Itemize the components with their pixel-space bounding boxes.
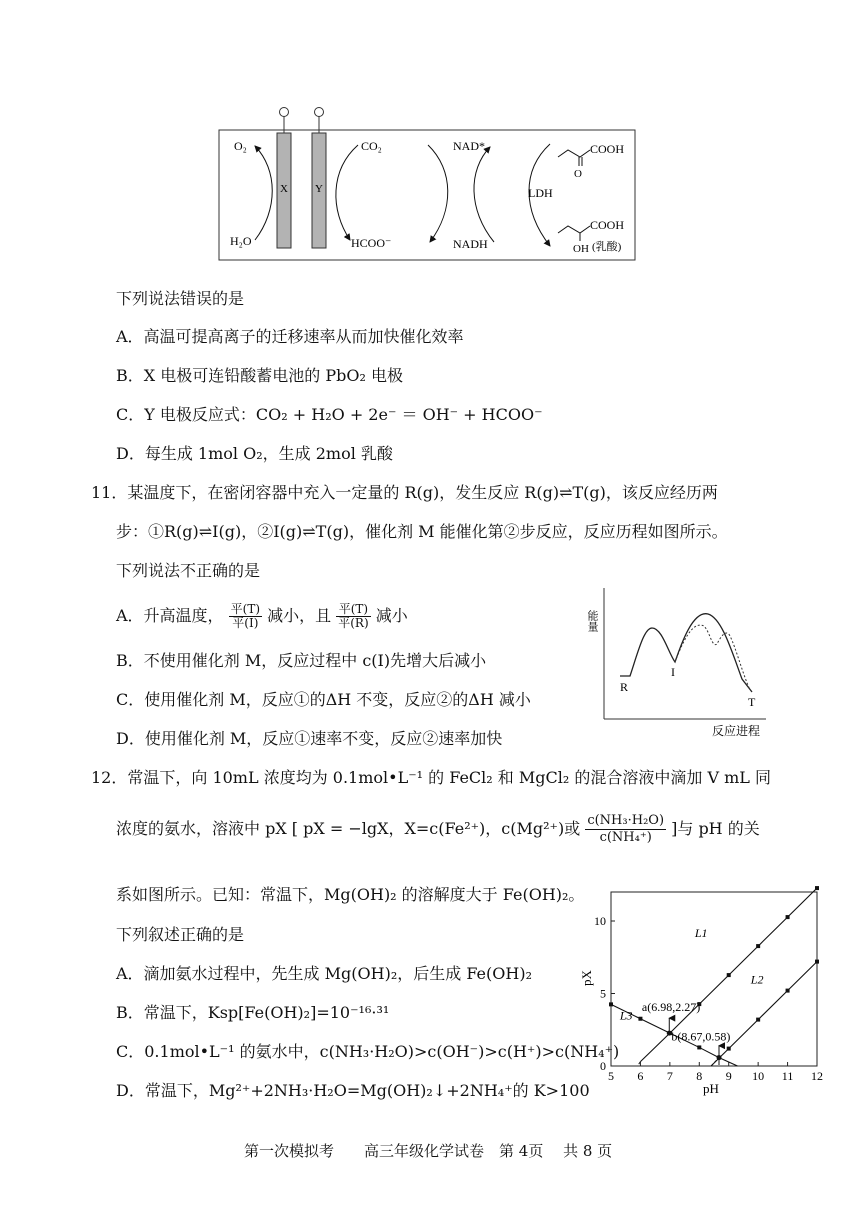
y-tick-label: 10 bbox=[594, 914, 606, 928]
fraction-numerator: 平(T) bbox=[230, 602, 261, 616]
q10-option-a: A．高温可提高离子的迁移速率从而加快催化效率 bbox=[116, 327, 464, 346]
fraction-denominator: 平(R) bbox=[338, 616, 369, 630]
h2o-label: H₂O bbox=[230, 234, 252, 248]
lactic-cooh-label: COOH bbox=[590, 218, 625, 232]
o2-label: O₂ bbox=[234, 139, 247, 153]
y-tick-label: 0 bbox=[600, 1059, 606, 1073]
fraction-numerator: 平(T) bbox=[336, 603, 370, 617]
data-point bbox=[727, 973, 731, 977]
q11-option-a-mid: 减小，且 bbox=[267, 606, 332, 625]
lactic-oh-label: OH bbox=[573, 243, 589, 255]
data-point bbox=[727, 1047, 731, 1051]
nad-label: NAD* bbox=[453, 139, 485, 153]
pyruvic-o-label: O bbox=[574, 168, 582, 180]
co2-label: CO₂ bbox=[361, 139, 382, 153]
q10-option-c: C．Y 电极反应式：CO₂ + H₂O + 2e⁻ ＝ OH⁻ + HCOO⁻ bbox=[116, 405, 543, 424]
data-point bbox=[697, 1045, 701, 1049]
q12-line2-post: ]与 pH 的关 bbox=[671, 819, 760, 838]
pyruvic-cooh-label: COOH bbox=[590, 142, 625, 156]
q12-line1: 12．常温下，向 10mL 浓度均为 0.1mol•L⁻¹ 的 FeCl₂ 和 MgCl₂ 的混合溶液中滴加 V mL 同 bbox=[91, 768, 771, 787]
electrode-x-label: X bbox=[280, 183, 288, 195]
x-tick-label: 11 bbox=[781, 1069, 794, 1083]
q11-line1: 11．某温度下，在密闭容器中充入一定量的 R(g)，发生反应 R(g)⇌T(g)，该反应经历两 bbox=[91, 483, 718, 502]
q12-option-a: A．滴加氨水过程中，先生成 Mg(OH)₂，后生成 Fe(OH)₂ bbox=[116, 964, 532, 983]
q11-line2: 步：①R(g)⇌I(g)，②I(g)⇌T(g)，催化剂 M 能催化第②步反应，反应历程如图所示。 bbox=[116, 522, 728, 541]
progress-axis-label: 反应进程 bbox=[712, 724, 761, 738]
q11-option-a-post: 减小 bbox=[375, 606, 408, 625]
series-label: L1 bbox=[694, 925, 708, 940]
data-point bbox=[756, 1018, 760, 1022]
q10-option-b: B．X 电极可连铅酸蓄电池的 PbO₂ 电极 bbox=[116, 366, 403, 385]
annotation-label: a(6.98,2.27) bbox=[641, 999, 701, 1014]
data-point bbox=[815, 960, 819, 964]
fraction-denominator: 平(I) bbox=[232, 616, 259, 630]
q11-option-a bbox=[116, 599, 408, 633]
uncatalyzed-path bbox=[620, 614, 752, 692]
nadh-label: NADH bbox=[453, 237, 488, 251]
q11-stem: 下列说法不正确的是 bbox=[116, 561, 261, 580]
q12-option-b: B．常温下，Ksp[Fe(OH)₂]=10⁻¹⁶·³¹ bbox=[116, 1003, 390, 1022]
fraction-denominator: c(NH₄⁺) bbox=[599, 830, 652, 845]
series-label: L3 bbox=[619, 1008, 633, 1023]
ldh-label: LDH bbox=[528, 186, 553, 200]
x-axis-label: pH bbox=[703, 1081, 719, 1096]
energy-profile-diagram bbox=[580, 582, 770, 744]
hcoo-label: HCOO⁻ bbox=[351, 236, 392, 250]
q12-option-c: C．0.1mol•L⁻¹ 的氨水中，c(NH₃·H₂O)>c(OH⁻)>c(H⁺)>c(NH₄⁺) bbox=[116, 1042, 620, 1061]
fraction-numerator: c(NH₃·H₂O) bbox=[587, 813, 665, 828]
data-point bbox=[756, 944, 760, 948]
data-point bbox=[786, 915, 790, 919]
data-point bbox=[638, 1017, 642, 1021]
label-i: I bbox=[671, 665, 675, 679]
data-point bbox=[815, 886, 819, 890]
x-tick-label: 10 bbox=[752, 1069, 765, 1083]
x-tick-label: 6 bbox=[637, 1069, 644, 1083]
x-tick-label: 7 bbox=[666, 1069, 673, 1083]
x-tick-label: 5 bbox=[608, 1069, 614, 1083]
lactic-acid-label: (乳酸) bbox=[592, 241, 622, 253]
q12-option-d: D．常温下，Mg²⁺+2NH₃·H₂O=Mg(OH)₂↓+2NH₄⁺的 K>100 bbox=[116, 1081, 590, 1100]
fraction-t-over-i bbox=[229, 603, 262, 630]
x-tick-label: 12 bbox=[811, 1069, 823, 1083]
q12-line3: 系如图所示。已知：常温下，Mg(OH)₂ 的溶解度大于 Fe(OH)₂。 bbox=[116, 885, 585, 904]
energy-axis-label: 能量 bbox=[586, 610, 598, 632]
q11-option-d: D．使用催化剂 M，反应①速率不变，反应②速率加快 bbox=[116, 729, 503, 748]
q10-stem: 下列说法错误的是 bbox=[116, 289, 245, 308]
electrolysis-diagram bbox=[218, 100, 636, 262]
label-t: T bbox=[748, 695, 756, 709]
q11-option-c: C．使用催化剂 M，反应①的ΔH 不变，反应②的ΔH 减小 bbox=[116, 690, 531, 709]
electrode-y-label: Y bbox=[315, 183, 323, 195]
data-point bbox=[609, 1002, 613, 1006]
page-footer: 第一次模拟考 高三年级化学试卷 第 4页 共 8 页 bbox=[244, 1142, 613, 1160]
q10-option-d: D．每生成 1mol O₂，生成 2mol 乳酸 bbox=[116, 444, 393, 463]
data-point bbox=[786, 989, 790, 993]
y-tick-label: 5 bbox=[600, 986, 606, 1001]
q11-option-a-pre: A．升高温度， bbox=[116, 606, 224, 625]
y-axis-label: pX bbox=[579, 970, 594, 986]
fraction-t-over-r bbox=[336, 603, 370, 630]
q12-line2-pre: 浓度的氨水，溶液中 pX [ pX = −lgX，X=c(Fe²⁺)，c(Mg²⁺)或 bbox=[116, 819, 581, 838]
x-tick-label: 8 bbox=[696, 1069, 703, 1083]
px-ph-chart bbox=[575, 886, 825, 1098]
series-label: L2 bbox=[750, 972, 764, 987]
x-tick-label: 9 bbox=[725, 1069, 732, 1083]
q12-stem: 下列叙述正确的是 bbox=[116, 925, 245, 944]
annotation-label: b(8.67,0.58) bbox=[671, 1029, 731, 1044]
ammonia-ratio-fraction bbox=[585, 813, 666, 846]
label-r: R bbox=[620, 680, 629, 694]
q11-option-b: B．不使用催化剂 M，反应过程中 c(I)先增大后减小 bbox=[116, 651, 487, 670]
q12-line2 bbox=[116, 810, 760, 848]
